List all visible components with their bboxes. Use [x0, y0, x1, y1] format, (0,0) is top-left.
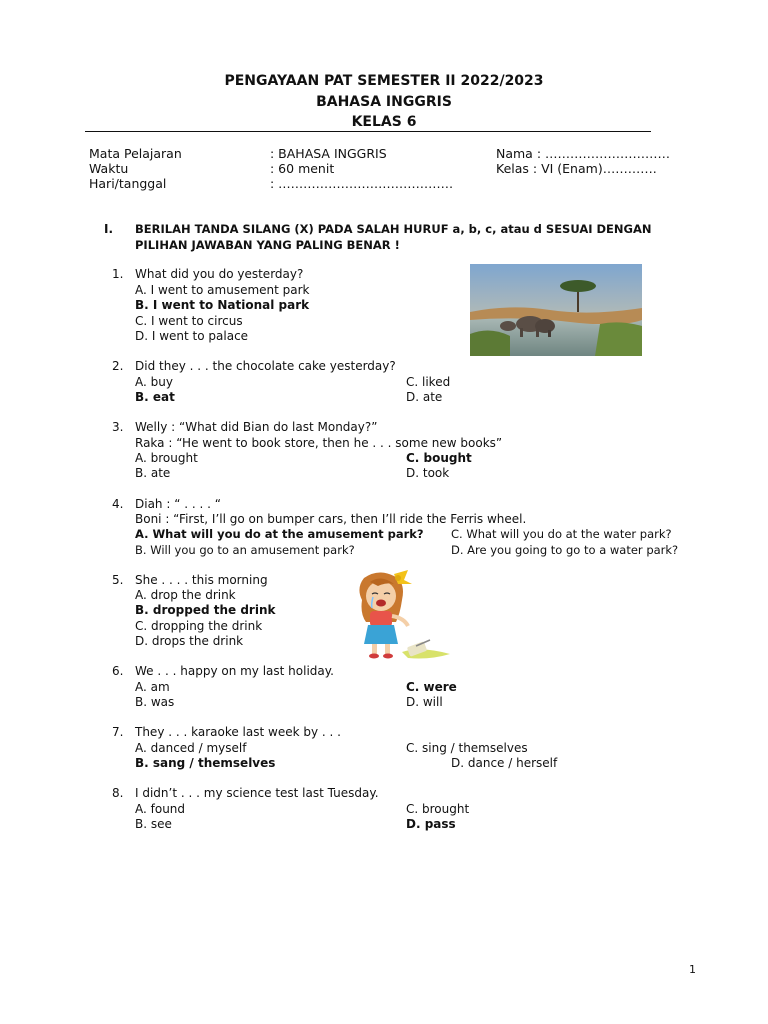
option-d: D. drops the drink — [135, 634, 244, 648]
doc-title-line-3: KELAS 6 — [351, 114, 417, 130]
national-park-image — [470, 264, 642, 356]
question-text: I didn’t . . . my science test last Tuesday. — [135, 786, 379, 800]
option-b-answer: B. sang / themselves — [135, 756, 276, 770]
question-text: Diah : “ . . . . “ — [135, 497, 221, 511]
question-number: 2. — [112, 359, 124, 373]
section-instruction-line-2: PILIHAN JAWABAN YANG PALING BENAR ! — [135, 238, 400, 252]
option-a: A. found — [135, 802, 186, 816]
page-number: 1 — [689, 963, 696, 976]
question-number: 1. — [112, 267, 124, 281]
option-b: B. ate — [135, 466, 171, 480]
option-d: D. ate — [406, 390, 443, 404]
question-number: 8. — [112, 786, 124, 800]
question-number: 5. — [112, 573, 124, 587]
title-divider — [85, 131, 651, 132]
option-a: A. I went to amusement park — [135, 283, 310, 297]
option-b: B. Will you go to an amusement park? — [135, 543, 355, 557]
option-b: B. see — [135, 817, 172, 831]
question-text: They . . . karaoke last week by . . . — [135, 725, 341, 739]
option-c: C. What will you do at the water park? — [451, 527, 672, 541]
option-a: A. drop the drink — [135, 588, 236, 602]
option-d-answer: D. pass — [406, 817, 456, 831]
elephant-landscape-icon — [470, 264, 642, 356]
crying-girl-image — [350, 570, 460, 662]
option-a: A. buy — [135, 375, 173, 389]
question-text: What did you do yesterday? — [135, 267, 304, 281]
nama-field: Nama : ………………………… — [496, 146, 671, 161]
crying-girl-icon — [350, 570, 460, 662]
question-number: 3. — [112, 420, 124, 434]
hari-value: : …………………………………… — [270, 176, 454, 191]
mapel-value: : BAHASA INGGRIS — [270, 146, 387, 161]
option-d: D. took — [406, 466, 450, 480]
waktu-value: : 60 menit — [270, 161, 335, 176]
option-b: B. was — [135, 695, 175, 709]
section-instruction-line-1: BERILAH TANDA SILANG (X) PADA SALAH HURUF a, b, c, atau d SESUAI DENGAN — [135, 222, 652, 236]
waktu-label: Waktu — [89, 161, 129, 176]
option-c: C. sing / themselves — [406, 741, 528, 755]
mapel-label: Mata Pelajaran — [89, 146, 182, 161]
question-text: Did they . . . the chocolate cake yesterday? — [135, 359, 396, 373]
question-number: 7. — [112, 725, 124, 739]
doc-title-line-2: BAHASA INGGRIS — [316, 94, 452, 110]
question-number: 4. — [112, 497, 124, 511]
option-b-answer: B. dropped the drink — [135, 603, 276, 617]
hari-label: Hari/tanggal — [89, 176, 167, 191]
question-text: Welly : “What did Bian do last Monday?” — [135, 420, 378, 434]
kelas-field: Kelas : VI (Enam)…………. — [496, 161, 657, 176]
option-c: C. brought — [406, 802, 470, 816]
option-c-answer: C. bought — [406, 451, 472, 465]
option-c: C. liked — [406, 375, 451, 389]
option-b-answer: B. eat — [135, 390, 175, 404]
question-text-2: Boni : “First, I’ll go on bumper cars, then I’ll ride the Ferris wheel. — [135, 512, 527, 526]
question-text-2: Raka : “He went to book store, then he . . . some new books” — [135, 436, 503, 450]
option-a-answer: A. What will you do at the amusement park? — [135, 527, 424, 541]
option-b-answer: B. I went to National park — [135, 298, 310, 312]
option-d: D. will — [406, 695, 443, 709]
option-d: D. I went to palace — [135, 329, 249, 343]
question-text: She . . . . this morning — [135, 573, 268, 587]
option-c: C. dropping the drink — [135, 619, 263, 633]
question-number: 6. — [112, 664, 124, 678]
section-number: I. — [104, 222, 114, 236]
option-a: A. danced / myself — [135, 741, 247, 755]
doc-title-line-1: PENGAYAAN PAT SEMESTER II 2022/2023 — [224, 73, 544, 89]
option-d: D. dance / herself — [451, 756, 558, 770]
option-c: C. I went to circus — [135, 314, 243, 328]
option-a: A. am — [135, 680, 170, 694]
question-text: We . . . happy on my last holiday. — [135, 664, 334, 678]
option-a: A. brought — [135, 451, 198, 465]
option-c-answer: C. were — [406, 680, 457, 694]
option-d: D. Are you going to go to a water park? — [451, 543, 679, 557]
